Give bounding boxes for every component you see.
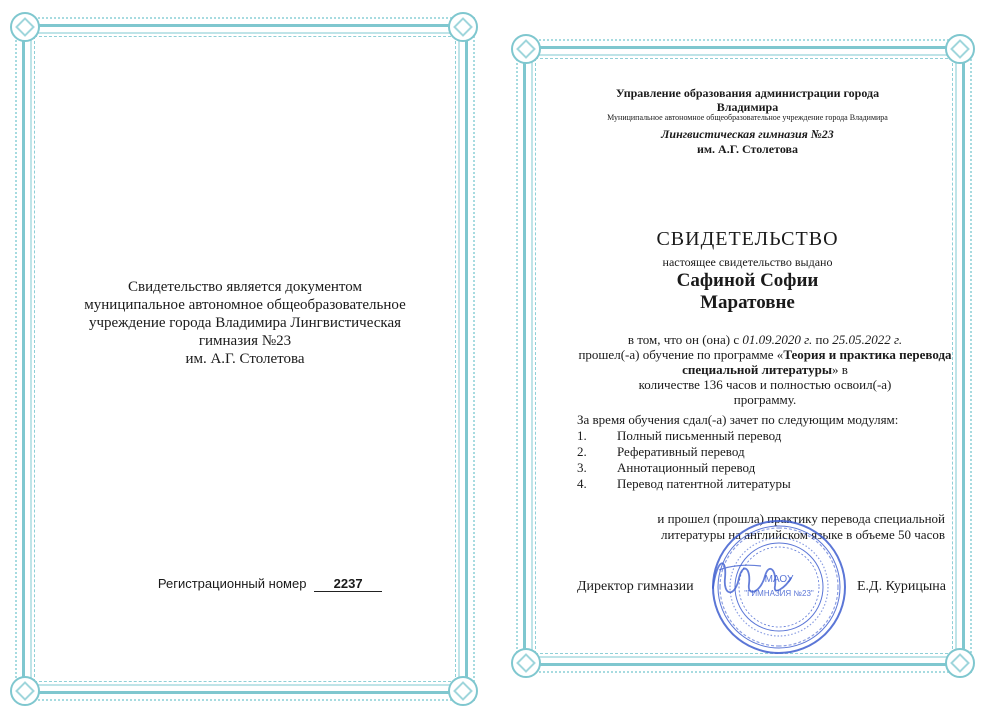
corner-ornament-icon bbox=[448, 676, 478, 706]
module-item bbox=[577, 476, 977, 492]
date-to: 25.05.2022 г. bbox=[832, 332, 903, 347]
modules-intro: За время обучения сдал(-а) зачет по следующим модулям: bbox=[577, 412, 899, 427]
module-number: 1. bbox=[577, 428, 587, 443]
right-page bbox=[495, 0, 1000, 720]
practice-line: и прошел (прошла) практику перевода специальной bbox=[657, 511, 945, 526]
header-line: Владимира bbox=[716, 100, 779, 114]
corner-ornament-icon bbox=[10, 676, 40, 706]
statement-line: учреждение города Владимира Лингвистическая bbox=[88, 315, 402, 331]
recipient-name-line: Сафиной Софии bbox=[676, 270, 819, 291]
module-name: Перевод патентной литературы bbox=[617, 476, 791, 491]
corner-ornament-icon bbox=[10, 12, 40, 42]
left-certificate-statement bbox=[45, 278, 445, 368]
modules-list bbox=[577, 428, 977, 492]
issued-to-line: настоящее свидетельство выдано bbox=[662, 255, 833, 269]
statement-line: муниципальное автономное общеобразовательное bbox=[84, 297, 406, 313]
stamp-center-text: "ГИМНАЗИЯ №23" bbox=[744, 589, 814, 598]
director-name: Е.Д. Курицына bbox=[857, 579, 946, 594]
header-department bbox=[495, 86, 1000, 114]
corner-ornament-icon bbox=[511, 34, 541, 64]
body-line-program bbox=[565, 347, 965, 377]
practice-line: литературы на английском языке в объеме 50 часов bbox=[660, 527, 945, 542]
corner-ornament-icon bbox=[945, 34, 975, 64]
certificate-body bbox=[565, 332, 965, 407]
body-text: по bbox=[812, 332, 833, 347]
module-number: 3. bbox=[577, 460, 587, 475]
module-name: Реферативный перевод bbox=[617, 444, 745, 459]
statement-line: гимназия №23 bbox=[198, 333, 292, 349]
module-item bbox=[577, 444, 977, 460]
recipient-name-line: Маратовне bbox=[700, 292, 795, 313]
body-text: в том, что он (она) с bbox=[627, 332, 743, 347]
corner-ornament-icon bbox=[448, 12, 478, 42]
statement-line: им. А.Г. Столетова bbox=[185, 351, 305, 367]
body-line-dates bbox=[565, 332, 965, 347]
header-school-namesake: им. А.Г. Столетова bbox=[696, 142, 799, 156]
left-page bbox=[0, 0, 490, 720]
body-text: прошел(-а) обучение по программе « bbox=[578, 347, 784, 362]
header-line: Управление образования администрации города bbox=[615, 86, 880, 100]
module-number: 2. bbox=[577, 444, 587, 459]
stamp-center-text: МАОУ bbox=[764, 574, 794, 585]
module-item bbox=[577, 460, 977, 476]
corner-ornament-icon bbox=[511, 648, 541, 678]
body-text: » в bbox=[832, 362, 848, 377]
date-from: 01.09.2020 г. bbox=[742, 332, 813, 347]
registration-number-block bbox=[130, 576, 410, 592]
module-item bbox=[577, 428, 977, 444]
module-name: Полный письменный перевод bbox=[617, 428, 782, 443]
director-label: Директор гимназии bbox=[577, 579, 694, 594]
certificate-title: СВИДЕТЕЛЬСТВО bbox=[656, 228, 839, 250]
body-line-end: программу. bbox=[733, 392, 797, 407]
recipient-name bbox=[495, 270, 1000, 314]
program-name: Теория и практика перевода специальной литературы bbox=[682, 347, 952, 377]
module-name: Аннотационный перевод bbox=[617, 460, 756, 475]
corner-ornament-icon bbox=[945, 648, 975, 678]
header-institution: Муниципальное автономное общеобразовательное учреждение города Владимира bbox=[607, 113, 888, 122]
module-number: 4. bbox=[577, 476, 587, 491]
body-line-hours: количестве 136 часов и полностью освоил(-а) bbox=[638, 377, 892, 392]
statement-line: Свидетельство является документом bbox=[127, 279, 362, 295]
registration-label: Регистрационный номер bbox=[157, 576, 307, 591]
registration-number: 2237 bbox=[314, 576, 382, 592]
director-signature-icon bbox=[705, 548, 795, 608]
header-school-name: Лингвистическая гимназия №23 bbox=[661, 127, 834, 141]
